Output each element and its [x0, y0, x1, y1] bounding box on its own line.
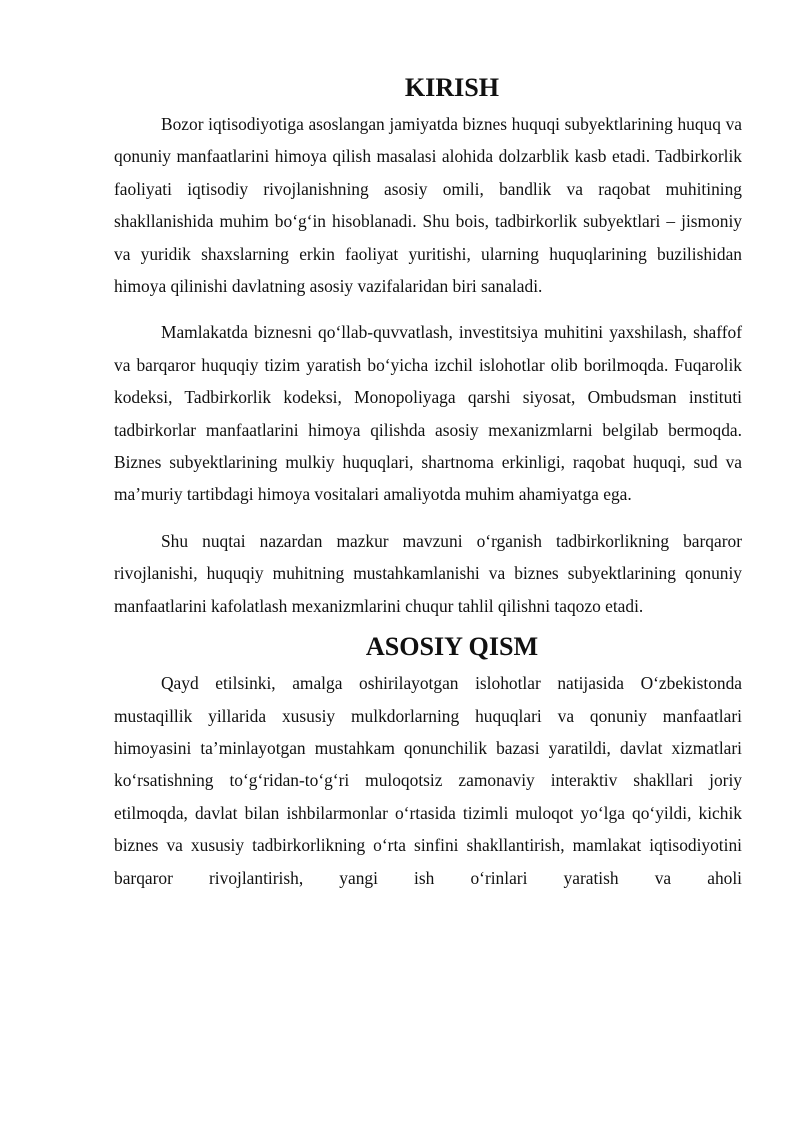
section-heading-kirish: KIRISH — [404, 73, 500, 102]
paragraph: Shu nuqtai nazardan mazkur mavzuni o‘rganish tadbirkorlikning barqaror rivojlanishi, huquqiy muhitning mustahkamlanishi va biznes subyektlarining qonuniy manfaatlarini kafolatlash mexanizmlarini chuqur tahlil qilishni taqozo etadi. — [114, 530, 742, 616]
paragraph: Bozor iqtisodiyotiga asoslangan jamiyatda biznes huquqi subyektlarining huquq va qonuniy manfaatlarini himoya qilish masalasi alohida dolzarblik kasb etadi. Tadbirkorlik faoliyati iqtisodiy rivojlanishning asosiy omili, bandlik va raqobat muhitining shakllanishida muhim bo‘g‘in hisoblanadi. Shu bois, tadbirkorlik subyektlari – jismoniy va yuridik shaxslarning erkin faoliyat yuritishi, ularning huquqlarining buzilishidan himoya qilinishi davlatning asosiy vazifalaridan biri sanaladi. — [114, 114, 742, 297]
document-page — [114, 72, 742, 894]
paragraph: Mamlakatda biznesni qo‘llab-quvvatlash, investitsiya muhitini yaxshilash, shaffof va barqaror huquqiy tizim yaratish bo‘yicha izchil islohotlar olib borilmoqda. Fuqarolik kodeksi, Tadbirkorlik kodeksi, Monopoliyaga qarshi siyosat, Ombudsman instituti tadbirkorlar manfaatlarini himoya qilishda asosiy mexanizmlarni belgilab bermoqda. Biznes subyektlarining mulkiy huquqlari, shartnoma erkinligi, raqobat huquqi, sud va ma’muriy tartibdagi himoya vositalari amaliyotda muhim ahamiyatga ega. — [114, 322, 742, 505]
paragraph: Qayd etilsinki, amalga oshirilayotgan islohotlar natijasida O‘zbekistonda mustaqillik yillarida xususiy mulkdorlarning huquqlari va qonuniy manfaatlari himoyasini ta’minlayotgan mustahkam qonunchilik bazasi yaratildi, davlat xizmatlari ko‘rsatishning to‘g‘ridan-to‘g‘ri muloqotsiz zamonaviy interaktiv shakllari joriy etilmoqda, davlat bilan ishbilarmonlar o‘rtasida tizimli muloqot yo‘lga qo‘yildi, kichik biznes va xususiy tadbirkorlikning o‘rta sinfini shakllantirish, mamlakat iqtisodiyotini barqaror rivojlantirish, yangi ish o‘rinlari yaratish va aholi — [114, 673, 742, 888]
section-heading-asosiy-qism: ASOSIY QISM — [365, 632, 539, 662]
